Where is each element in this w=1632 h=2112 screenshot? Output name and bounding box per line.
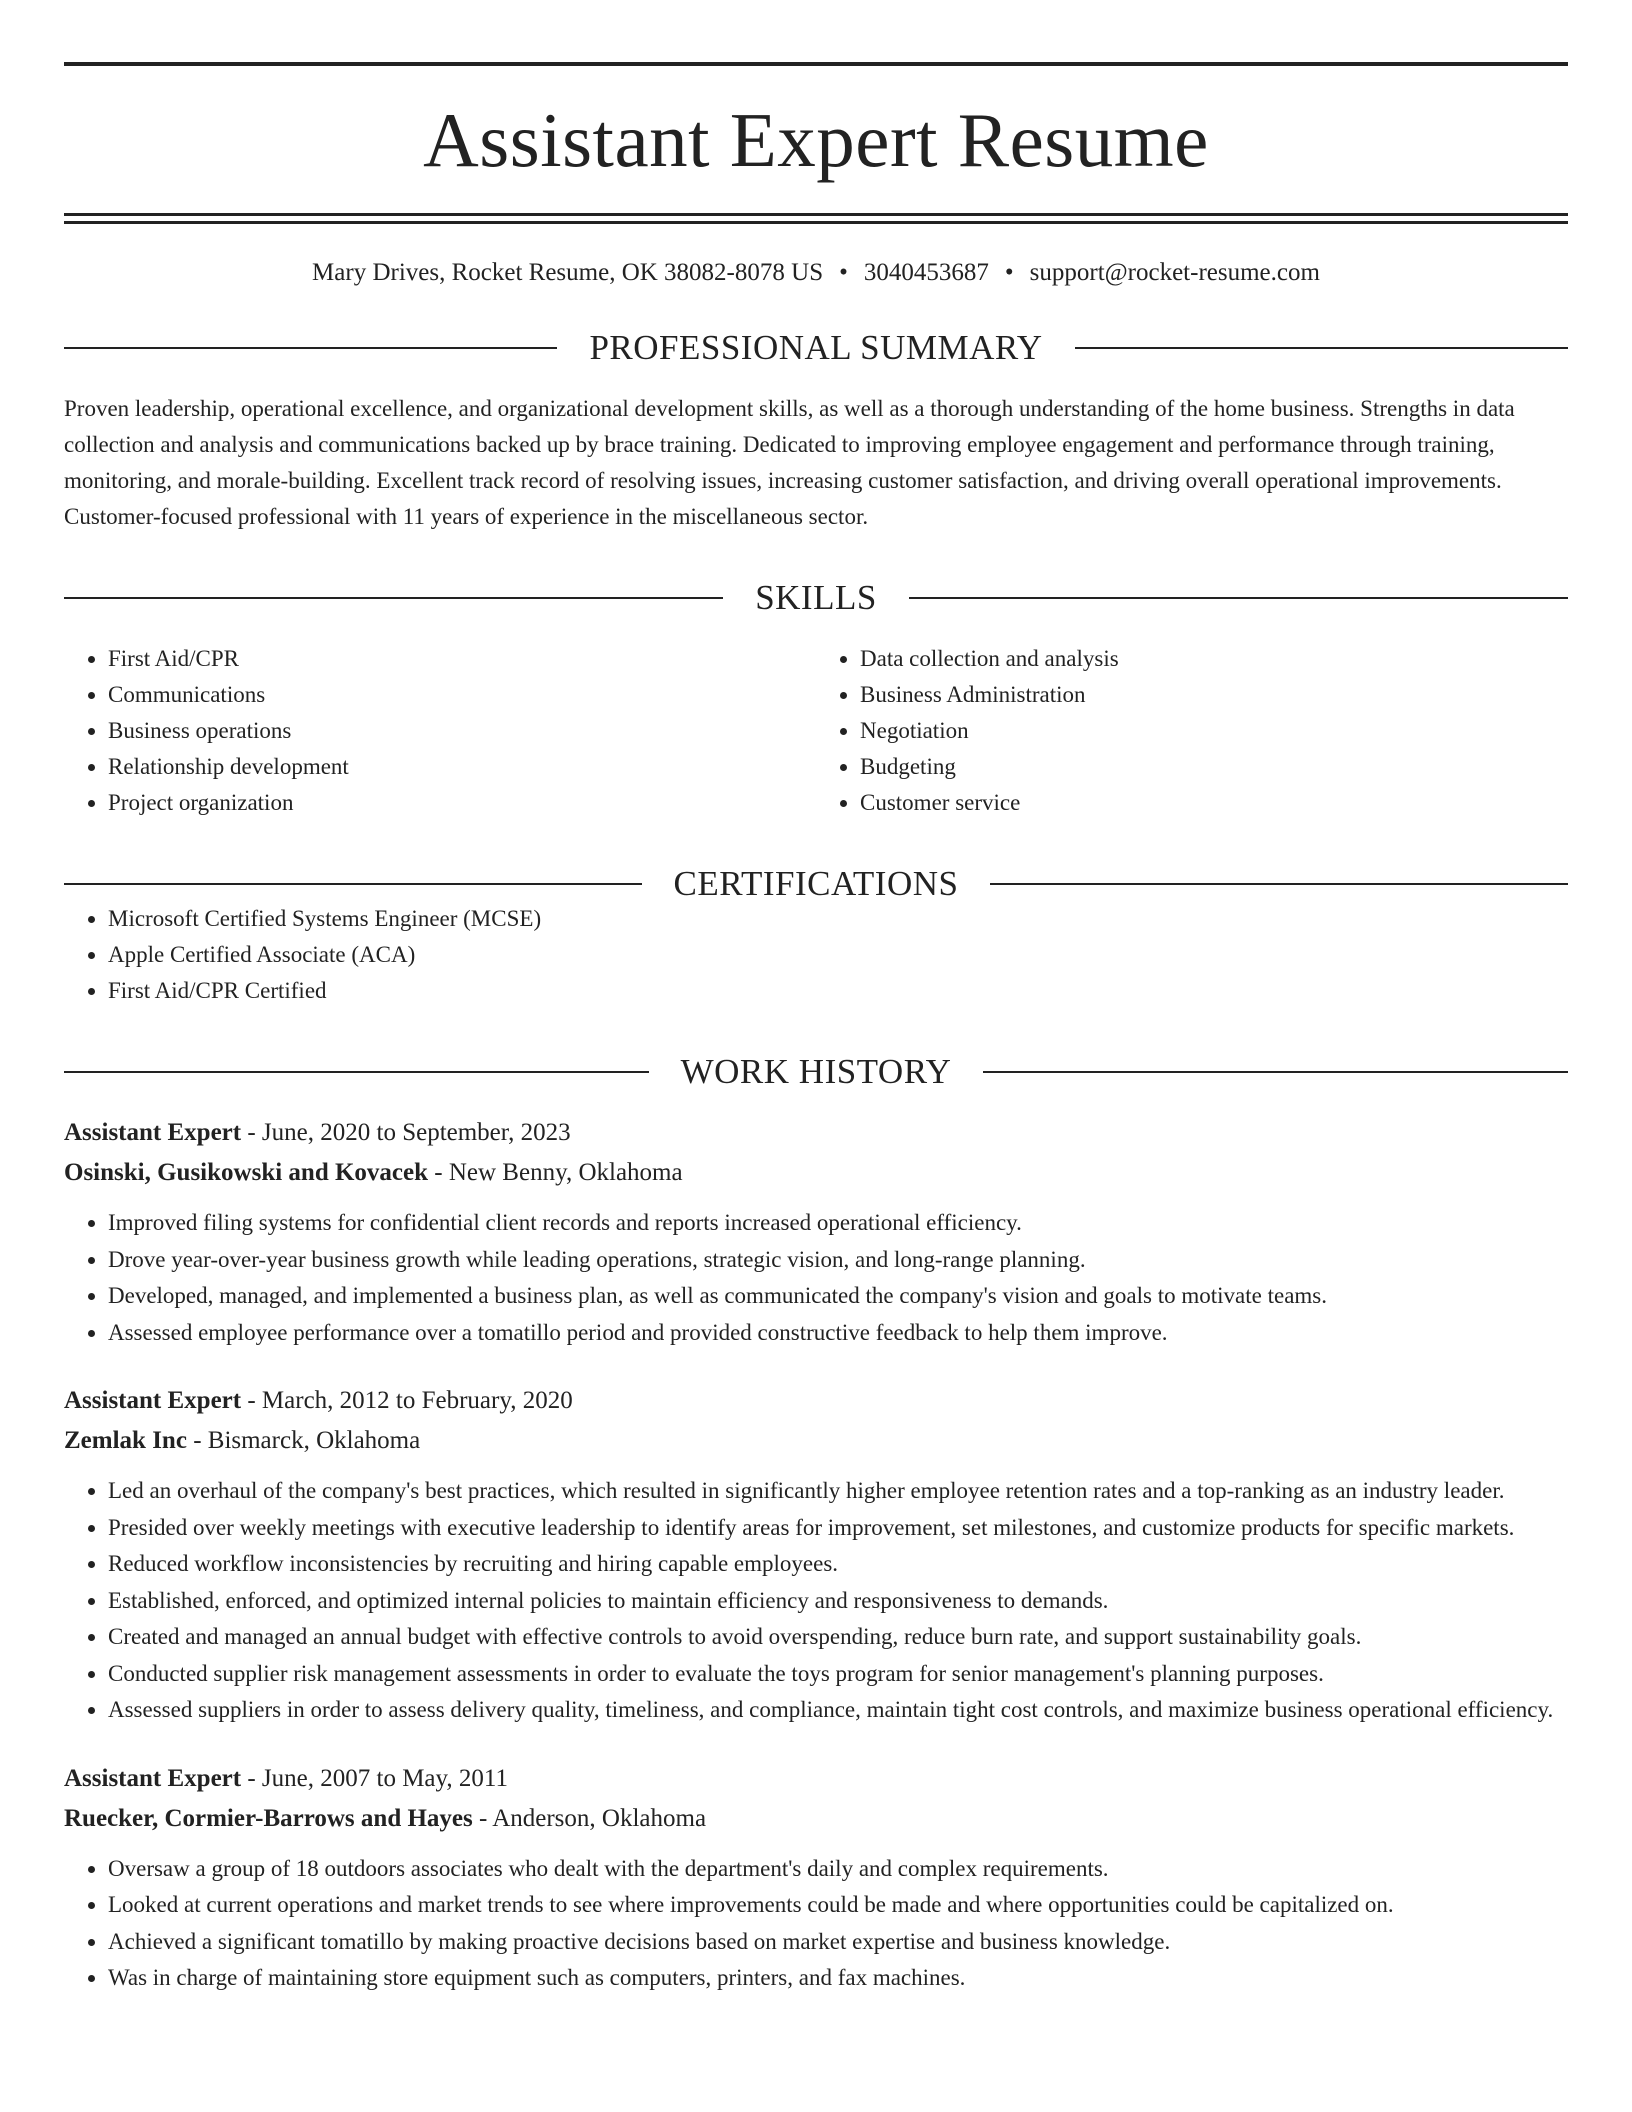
work-history-heading-label: WORK HISTORY	[680, 1052, 952, 1091]
job-bullet: • Created and managed an annual budget with effective controls to avoid overspending, reduce burn rate, and support sustainability goals.	[108, 1619, 1568, 1656]
job-dates: - March, 2012 to February, 2020	[241, 1387, 573, 1414]
job-role: Assistant Expert	[64, 1387, 242, 1414]
page-title: Assistant Expert Resume	[423, 97, 1209, 183]
job-dates: - June, 2020 to September, 2023	[241, 1119, 571, 1146]
job-location: - Anderson, Oklahoma	[472, 1804, 707, 1832]
job-bullet: • Reduced workflow inconsistencies by recruiting and hiring capable employees.	[108, 1546, 1568, 1583]
job-title-line	[64, 1759, 1568, 1799]
skills-left-column	[64, 641, 816, 821]
certifications-heading	[64, 866, 1568, 901]
job-company: Ruecker, Cormier-Barrows and Hayes	[64, 1804, 473, 1832]
heading-rule-left	[64, 1071, 649, 1073]
skill-item: • Negotiation	[860, 713, 1568, 749]
heading-rule-right	[983, 1071, 1568, 1073]
skill-item: • First Aid/CPR	[108, 641, 816, 677]
heading-rule-left	[64, 347, 557, 349]
job-bullets	[64, 1851, 1568, 1997]
job-bullet: • Conducted supplier risk management assessments in order to evaluate the toys program for senior management's planning purposes.	[108, 1656, 1568, 1693]
job-bullet: • Achieved a significant tomatillo by making proactive decisions based on market expertise and business knowledge.	[108, 1924, 1568, 1961]
work-history-heading	[64, 1054, 1568, 1089]
contact-email: support@rocket-resume.com	[1029, 259, 1320, 286]
skills-list	[64, 641, 1568, 821]
work-history-list	[64, 1113, 1568, 1997]
job-role: Assistant Expert	[64, 1764, 242, 1792]
skill-item: • Business Administration	[860, 677, 1568, 713]
job-location: - New Benny, Oklahoma	[428, 1159, 683, 1186]
job-bullets	[64, 1473, 1568, 1729]
job-company-line	[64, 1799, 1568, 1839]
job-entry	[64, 1759, 1568, 1997]
job-bullet: • Presided over weekly meetings with executive leadership to identify areas for improvement, set milestones, and customize products for specific markets.	[108, 1510, 1568, 1547]
contact-phone: 3040453687	[863, 259, 989, 286]
heading-rule-right	[1075, 347, 1568, 349]
job-company: Zemlak Inc	[64, 1427, 187, 1454]
certifications-list	[64, 901, 1568, 1009]
job-company: Osinski, Gusikowski and Kovacek	[64, 1159, 429, 1186]
skill-item: • Relationship development	[108, 749, 816, 785]
job-bullet: • Developed, managed, and implemented a business plan, as well as communicated the company's vision and goals to motivate teams.	[108, 1278, 1568, 1315]
skill-item: • Communications	[108, 677, 816, 713]
skills-heading-label: SKILLS	[755, 578, 877, 617]
job-dates: - June, 2007 to May, 2011	[241, 1764, 508, 1792]
job-bullet: • Was in charge of maintaining store equipment such as computers, printers, and fax machines.	[108, 1960, 1568, 1997]
contact-separator: •	[1004, 259, 1014, 286]
title-double-rule	[64, 213, 1568, 224]
skill-item: • Data collection and analysis	[860, 641, 1568, 677]
summary-heading-label: PROFESSIONAL SUMMARY	[589, 328, 1043, 367]
skills-right-column	[816, 641, 1568, 821]
skill-item: • Customer service	[860, 785, 1568, 821]
job-bullet: • Looked at current operations and market trends to see where improvements could be made and where opportunities could be capitalized on.	[108, 1887, 1568, 1924]
job-title-line	[64, 1381, 1568, 1421]
contact-separator: •	[839, 259, 848, 286]
job-entry	[64, 1113, 1568, 1351]
certification-item: • Apple Certified Associate (ACA)	[108, 937, 1568, 973]
heading-rule-right	[990, 883, 1568, 885]
job-bullet: • Oversaw a group of 18 outdoors associates who dealt with the department's daily and complex requirements.	[108, 1851, 1568, 1888]
skill-item: • Project organization	[108, 785, 816, 821]
job-bullet: • Drove year-over-year business growth while leading operations, strategic vision, and long-range planning.	[108, 1242, 1568, 1279]
job-bullet: • Improved filing systems for confidential client records and reports increased operational efficiency.	[108, 1205, 1568, 1242]
job-location: - Bismarck, Oklahoma	[186, 1427, 421, 1454]
job-bullets	[64, 1205, 1568, 1351]
contact-line	[64, 260, 1568, 285]
skill-item: • Business operations	[108, 713, 816, 749]
job-company-line	[64, 1153, 1568, 1193]
heading-rule-right	[909, 597, 1568, 599]
job-bullet: • Assessed suppliers in order to assess delivery quality, timeliness, and compliance, maintain tight cost controls, and maximize business operational efficiency.	[108, 1692, 1568, 1729]
job-title-line	[64, 1113, 1568, 1153]
job-bullet: • Assessed employee performance over a tomatillo period and provided constructive feedback to help them improve.	[108, 1315, 1568, 1352]
skills-heading	[64, 580, 1568, 615]
heading-rule-left	[64, 597, 723, 599]
job-role: Assistant Expert	[64, 1119, 242, 1146]
job-company-line	[64, 1421, 1568, 1461]
skill-item: • Budgeting	[860, 749, 1568, 785]
job-entry	[64, 1381, 1568, 1729]
contact-address: Mary Drives, Rocket Resume, OK 38082-8078 US	[312, 259, 824, 286]
job-bullet: • Led an overhaul of the company's best practices, which resulted in significantly higher employee retention rates and a top-ranking as an industry leader.	[108, 1473, 1568, 1510]
summary-text: Proven leadership, operational excellence, and organizational development skills, as well as a thorough understanding of the home business. Strengths in data collection and analysis and communications backed up by brace training. Dedicated to improving employee engagement and performance through training, monitoring, and morale-building. Excellent track record of resolving issues, increasing customer satisfaction, and driving overall operational improvements. Customer-focused professional with 11 years of experience in the miscellaneous sector.	[64, 396, 1515, 529]
certifications-heading-label: CERTIFICATIONS	[673, 864, 959, 903]
summary-heading	[64, 330, 1568, 365]
heading-rule-left	[64, 883, 642, 885]
certification-item: • Microsoft Certified Systems Engineer (MCSE)	[108, 901, 1568, 937]
job-bullet: • Established, enforced, and optimized internal policies to maintain efficiency and responsiveness to demands.	[108, 1583, 1568, 1620]
certification-item: • First Aid/CPR Certified	[108, 973, 1568, 1009]
